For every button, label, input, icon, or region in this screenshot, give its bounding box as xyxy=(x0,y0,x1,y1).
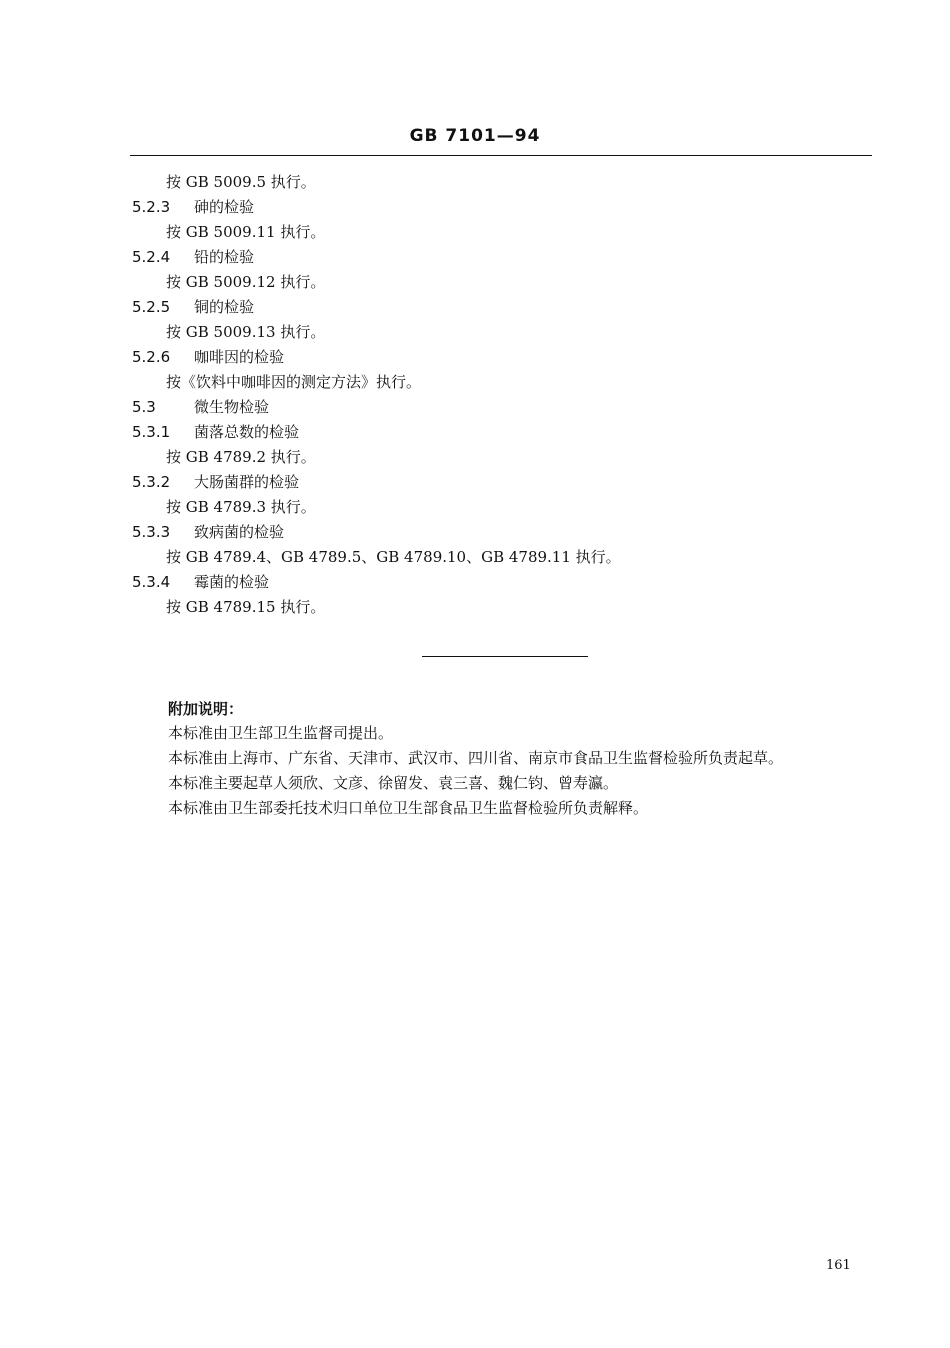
page-number: 161 xyxy=(826,1258,851,1273)
section-title: 菌落总数的检验 xyxy=(194,423,300,441)
list-item: 按 GB 4789.4、GB 4789.5、GB 4789.10、GB 4789.11 执行。 xyxy=(166,548,621,566)
list-item: 按《饮料中咖啡因的测定方法》执行。 xyxy=(166,373,422,391)
section-heading xyxy=(132,197,254,217)
list-item: 按 GB 5009.5 执行。 xyxy=(166,173,316,191)
list-item: 按 GB 5009.13 执行。 xyxy=(166,323,326,341)
header-rule xyxy=(130,155,872,156)
section-title: 咖啡因的检验 xyxy=(194,348,285,366)
section-heading xyxy=(132,347,284,367)
section-number: 5.3.2 xyxy=(132,473,171,491)
list-item: 按 GB 4789.3 执行。 xyxy=(166,498,316,516)
note-line: 本标准由上海市、广东省、天津市、武汉市、四川省、南京市食品卫生监督检验所负责起草。 xyxy=(168,749,784,767)
section-title: 铜的检验 xyxy=(194,298,255,316)
section-title: 铅的检验 xyxy=(194,248,255,266)
standard-code: GB 7101—94 xyxy=(409,126,541,146)
section-title: 致病菌的检验 xyxy=(194,523,285,541)
end-rule xyxy=(422,656,588,657)
section-title: 砷的检验 xyxy=(194,198,255,216)
section-title: 微生物检验 xyxy=(194,398,270,416)
list-item: 按 GB 5009.11 执行。 xyxy=(166,223,326,241)
list-item: 按 GB 5009.12 执行。 xyxy=(166,273,326,291)
section-number: 5.3 xyxy=(132,398,156,416)
section-heading xyxy=(132,572,269,592)
section-title: 大肠菌群的检验 xyxy=(194,473,300,491)
section-heading xyxy=(132,397,269,417)
section-number: 5.2.3 xyxy=(132,198,171,216)
note-line: 本标准主要起草人须欣、文彦、徐留发、袁三喜、魏仁钧、曾寿瀛。 xyxy=(168,774,619,792)
section-number: 5.2.5 xyxy=(132,298,171,316)
section-heading xyxy=(132,247,254,267)
section-heading xyxy=(132,522,284,542)
notes-title: 附加说明： xyxy=(168,700,244,718)
section-number: 5.3.3 xyxy=(132,523,171,541)
section-number: 5.3.4 xyxy=(132,573,171,591)
section-heading xyxy=(132,472,299,492)
section-heading xyxy=(132,297,254,317)
section-title: 霉菌的检验 xyxy=(194,573,270,591)
list-item: 按 GB 4789.15 执行。 xyxy=(166,598,326,616)
section-heading xyxy=(132,422,299,442)
note-line: 本标准由卫生部卫生监督司提出。 xyxy=(168,724,394,742)
section-number: 5.3.1 xyxy=(132,423,171,441)
note-line: 本标准由卫生部委托技术归口单位卫生部食品卫生监督检验所负责解释。 xyxy=(168,799,649,817)
list-item: 按 GB 4789.2 执行。 xyxy=(166,448,316,466)
section-number: 5.2.6 xyxy=(132,348,171,366)
section-number: 5.2.4 xyxy=(132,248,171,266)
